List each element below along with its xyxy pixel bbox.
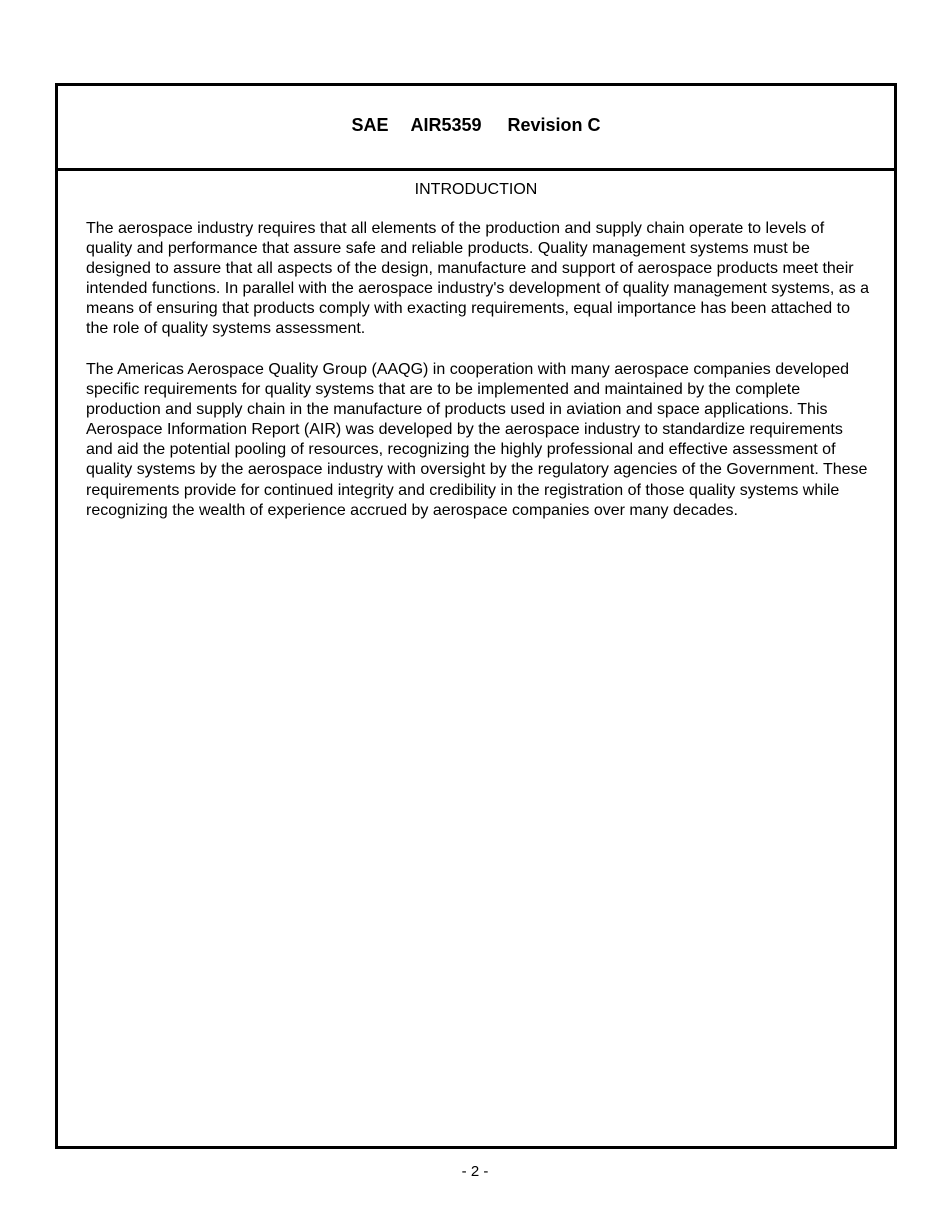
body-paragraph-1: The aerospace industry requires that all elements of the production and supply chain operate to levels of quality and performance that assure safe and reliable products. Quality management systems must be designed to assure that all aspects of the design, manufacture and support of aerospace products meet their intended functions. In parallel with the aerospace industry's development of quality management systems, as a means of ensuring that products comply with exacting requirements, equal importance has been attached to the role of quality systems assessment. (86, 220, 870, 338)
document-header (58, 86, 894, 171)
document-number: AIR5359 (410, 115, 482, 135)
page-frame (55, 83, 897, 1149)
document-title (58, 114, 894, 136)
body-paragraph-2: The Americas Aerospace Quality Group (AAQG) in cooperation with many aerospace companies developed specific requirements for quality systems that are to be implemented and maintained by the complete production and supply chain in the manufacture of products used in aviation and space applications. This Aerospace Information Report (AIR) was developed by the aerospace industry to standardize requirements and aid the potential pooling of resources, recognizing the highly professional and effective assessment of quality systems by the aerospace industry with oversight by the regulatory agencies of the Government. These requirements provide for continued integrity and credibility in the registration of those quality systems while recognizing the wealth of experience accrued by aerospace companies over many decades. (86, 361, 868, 519)
page-number: - 2 - (461, 1163, 489, 1180)
section-heading: INTRODUCTION (414, 181, 538, 198)
revision-label: Revision C (507, 115, 601, 135)
org-name: SAE (351, 115, 389, 135)
